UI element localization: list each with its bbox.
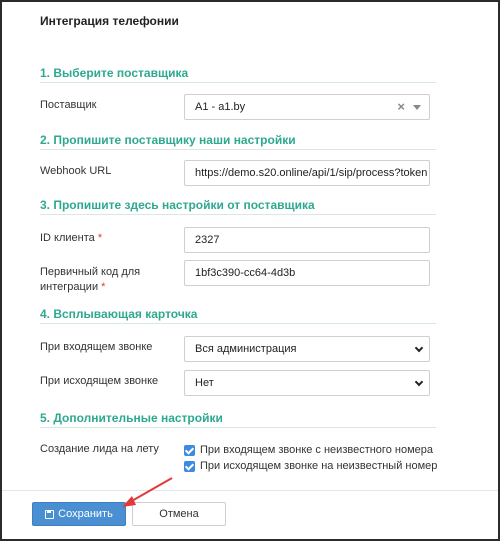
annotation-arrow-head [122,496,136,507]
lead-creation-label: Создание лида на лету [40,443,159,455]
annotation-arrow-shaft [130,478,172,502]
webhook-url-value: https://demo.s20.online/api/1/sip/process?token [195,167,428,179]
outgoing-call-label: При исходящем звонке [40,375,159,387]
section-heading-extra: 5. Дополнительные настройки [40,411,436,428]
section-heading-provider: 1. Выберите поставщика [40,66,436,83]
provider-selected-value: A1 - a1.by [195,101,246,113]
panel-title: Интеграция телефонии [40,14,179,28]
webhook-url-label: Webhook URL [40,165,112,177]
clear-icon[interactable]: × [397,99,405,114]
required-mark: * [97,232,103,244]
section-heading-popup-card: 4. Всплывающая карточка [40,307,436,324]
checkbox-label-incoming-unknown: При входящем звонке с неизвестного номера [200,444,433,456]
incoming-call-selected-value: Вся администрация [195,343,297,355]
incoming-call-label: При входящем звонке [40,341,153,353]
section-heading-our-settings: 2. Пропишите поставщику наши настройки [40,133,436,150]
client-id-value: 2327 [195,234,220,246]
checkbox-label-outgoing-unknown: При исходящем звонке на неизвестный номер [200,460,438,472]
integration-code-value: 1bf3c390-cc64-4d3b [195,267,296,279]
integration-code-label-line1: Первичный код для [40,266,141,278]
cancel-button-label: Отмена [159,508,199,520]
client-id-label-text: ID клиента [40,232,95,244]
section-heading-provider-settings: 3. Пропишите здесь настройки от поставщика [40,198,436,215]
outgoing-call-selected-value: Нет [195,377,214,389]
provider-label: Поставщик [40,99,97,111]
save-button-label: Сохранить [58,508,113,520]
integration-code-label-line2: интеграции [40,281,99,293]
required-mark: * [101,281,106,293]
